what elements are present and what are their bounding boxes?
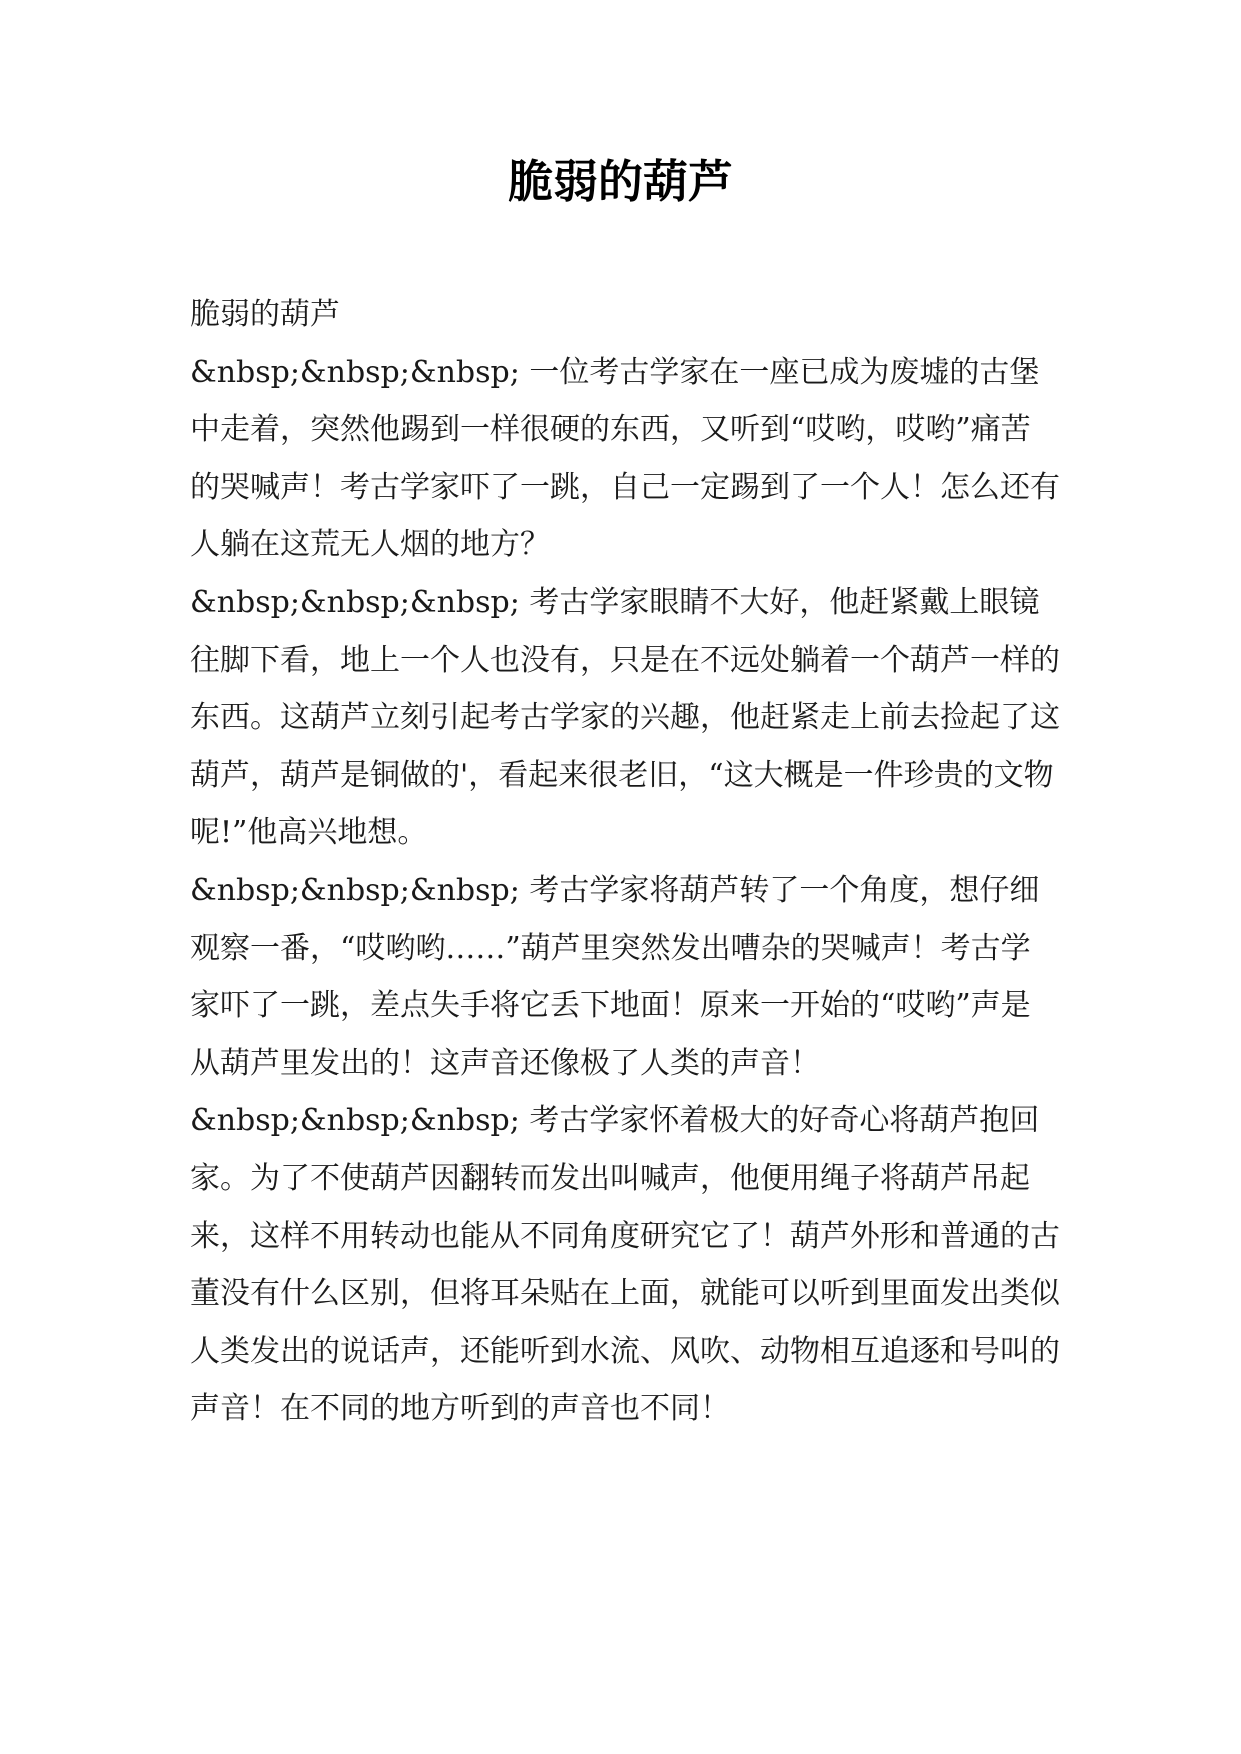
body-paragraph: &nbsp;&nbsp;&nbsp; 一位考古学家在一座已成为废墟的古堡中走着，突然他踢到一样很硬的东西，又听到“哎哟，哎哟”痛苦的哭喊声！考古学家吓了一跳，自己一定踢到了一个人！怎么还有人躺在这荒无人烟的地方？ bbox=[190, 354, 1060, 563]
document-title: 脆弱的葫芦 bbox=[507, 155, 733, 208]
body-paragraph: &nbsp;&nbsp;&nbsp; 考古学家眼睛不大好，他赶紧戴上眼镜往脚下看，地上一个人也没有，只是在不远处躺着一个葫芦一样的东西。这葫芦立刻引起考古学家的兴趣，他赶紧走上前去捡起了这葫芦，葫芦是铜做的'，看起来很老旧，“这大概是一件珍贵的文物呢!”他高兴地想。 bbox=[190, 584, 1060, 851]
document-body bbox=[190, 286, 1060, 1438]
body-paragraph: &nbsp;&nbsp;&nbsp; 考古学家怀着极大的好奇心将葫芦抱回家。为了不使葫芦因翻转而发出叫喊声，他便用绳子将葫芦吊起来，这样不用转动也能从不同角度研究它了！葫芦外形和普通的古董没有什么区别，但将耳朵贴在上面，就能可以听到里面发出类似人类发出的说话声，还能听到水流、风吹、动物相互追逐和号叫的声音！在不同的地方听到的声音也不同！ bbox=[190, 1103, 1060, 1427]
body-paragraph: &nbsp;&nbsp;&nbsp; 考古学家将葫芦转了一个角度，想仔细观察一番，“哎哟哟……”葫芦里突然发出嘈杂的哭喊声！考古学家吓了一跳，差点失手将它丢下地面！原来一开始的“哎哟”声是从葫芦里发出的！这声音还像极了人类的声音！ bbox=[190, 872, 1040, 1081]
body-paragraph-subtitle: 脆弱的葫芦 bbox=[190, 297, 340, 332]
